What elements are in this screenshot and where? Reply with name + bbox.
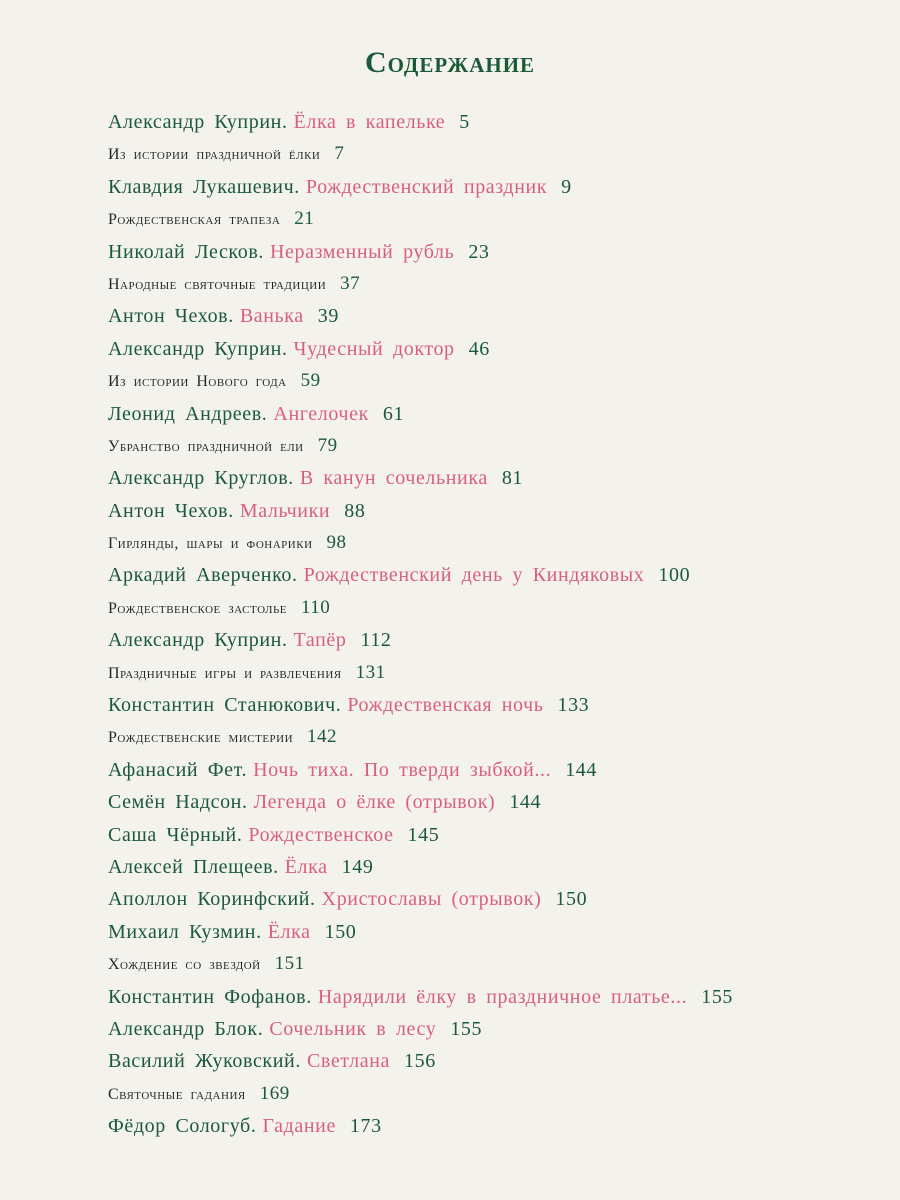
toc-entry-work — [108, 916, 868, 948]
entry-page-number: 46 — [468, 337, 490, 360]
entry-title: Ёлка в капельке — [293, 111, 446, 133]
toc-entry-work — [108, 236, 868, 268]
toc-entry-work — [108, 495, 868, 527]
entry-author: Саша Чёрный. — [108, 823, 243, 846]
entry-page-number: 79 — [317, 434, 338, 456]
entry-title: Сочельник в лесу — [269, 1017, 437, 1040]
entry-page-number: 142 — [307, 726, 338, 748]
entry-title: Рождественская трапеза — [108, 211, 281, 229]
entry-page-number: 112 — [360, 629, 392, 652]
toc-entry-work — [108, 819, 868, 851]
entry-title: Гирлянды, шары и фонарики — [108, 535, 313, 553]
entry-author: Антон Чехов. — [108, 305, 234, 328]
toc-entry-essay — [108, 527, 868, 559]
entry-author: Константин Станюкович. — [108, 694, 342, 717]
entry-author: Михаил Кузмин. — [108, 920, 262, 943]
entry-title: Ангелочек — [273, 402, 369, 425]
entry-author: Клавдия Лукашевич. — [108, 175, 300, 198]
toc-entry-work — [108, 786, 868, 818]
table-of-contents — [108, 106, 868, 1143]
toc-entry-work — [108, 754, 868, 786]
toc-entry-essay — [108, 268, 868, 300]
entry-page-number: 39 — [317, 305, 339, 328]
entry-page-number: 144 — [509, 791, 542, 814]
entry-author: Николай Лесков. — [108, 240, 264, 263]
entry-author: Алексей Плещеев. — [108, 855, 279, 878]
page-title: Содержание — [364, 46, 536, 79]
toc-entry-essay — [108, 430, 868, 462]
entry-title: Рождественское застолье — [108, 599, 287, 617]
entry-author: Константин Фофанов. — [108, 985, 312, 1008]
entry-title: Рождественское — [248, 823, 394, 846]
entry-author: Аркадий Аверченко. — [108, 564, 298, 587]
entry-title: Чудесный доктор — [293, 337, 455, 360]
entry-page-number: 173 — [349, 1115, 382, 1138]
entry-title: Светлана — [306, 1050, 390, 1073]
entry-page-number: 5 — [459, 111, 470, 133]
toc-entry-work — [108, 171, 868, 203]
entry-author: Антон Чехов. — [108, 499, 234, 522]
toc-entry-work — [108, 981, 868, 1013]
toc-entry-work — [108, 1110, 868, 1142]
entry-page-number: 145 — [407, 823, 440, 846]
entry-page-number: 149 — [341, 855, 374, 878]
toc-entry-work — [108, 1013, 868, 1045]
entry-author: Семён Надсон. — [108, 791, 248, 814]
entry-author: Леонид Андреев. — [108, 402, 268, 425]
entry-author: Александр Куприн. — [108, 111, 288, 133]
toc-entry-essay — [108, 721, 868, 753]
entry-title: Христославы (отрывок) — [321, 888, 542, 911]
entry-author: Афанасий Фет. — [108, 758, 248, 781]
entry-title: Хождение со звездой — [108, 956, 261, 974]
entry-page-number: 151 — [274, 953, 305, 975]
toc-entry-essay — [108, 1078, 868, 1110]
entry-title: Народные святочные традиции — [108, 275, 327, 293]
entry-page-number: 59 — [300, 370, 321, 392]
entry-title: Рождественская ночь — [347, 694, 544, 717]
entry-title: Рождественский день у Киндяковых — [303, 564, 645, 587]
toc-entry-essay — [108, 138, 868, 170]
entry-page-number: 150 — [324, 920, 357, 943]
toc-entry-work — [108, 106, 868, 138]
entry-author: Александр Круглов. — [108, 467, 294, 490]
entry-title: Ёлка — [267, 920, 311, 943]
entry-title: Святочные гадания — [108, 1085, 246, 1103]
entry-page-number: 61 — [382, 402, 405, 425]
entry-title: Неразменный рубль — [269, 240, 455, 263]
entry-page-number: 133 — [557, 694, 590, 717]
entry-page-number: 144 — [565, 758, 598, 781]
entry-page-number: 7 — [334, 143, 345, 165]
toc-entry-work — [108, 300, 868, 332]
entry-title: Нарядили ёлку в праздничное платье... — [317, 985, 688, 1008]
entry-page-number: 156 — [404, 1050, 436, 1073]
entry-title: Ванька — [239, 305, 304, 328]
entry-title: Праздничные игры и развлечения — [108, 664, 342, 682]
toc-entry-work — [108, 851, 868, 883]
toc-entry-work — [108, 883, 868, 915]
toc-entry-essay — [108, 365, 868, 397]
entry-page-number: 155 — [450, 1017, 483, 1040]
entry-page-number: 169 — [259, 1082, 290, 1104]
entry-page-number: 98 — [326, 532, 347, 554]
entry-page-number: 88 — [344, 499, 366, 522]
entry-author: Василий Жуковский. — [108, 1050, 301, 1073]
toc-entry-work — [108, 1045, 868, 1077]
entry-author: Александр Куприн. — [108, 337, 288, 360]
entry-title: Ёлка — [284, 855, 328, 878]
toc-entry-work — [108, 559, 868, 591]
toc-entry-work — [108, 398, 868, 430]
toc-entry-work — [108, 689, 868, 721]
entry-author: Александр Куприн. — [108, 629, 288, 652]
entry-page-number: 155 — [701, 985, 734, 1008]
entry-title: Легенда о ёлке (отрывок) — [253, 791, 496, 814]
toc-entry-essay — [108, 203, 868, 235]
entry-author: Аполлон Коринфский. — [108, 888, 316, 911]
entry-page-number: 37 — [340, 272, 361, 294]
entry-page-number: 81 — [501, 467, 524, 490]
entry-page-number: 23 — [468, 240, 490, 263]
toc-entry-essay — [108, 948, 868, 980]
entry-title: В канун сочельника — [299, 467, 488, 490]
entry-title: Из истории праздничной ёлки — [108, 146, 321, 164]
entry-title: Рождественские мистерии — [108, 729, 294, 747]
entry-page-number: 9 — [561, 175, 572, 198]
entry-author: Александр Блок. — [108, 1017, 264, 1040]
toc-entry-essay — [108, 592, 868, 624]
entry-title: Ночь тиха. По тверди зыбкой... — [253, 758, 552, 781]
entry-title: Из истории Нового года — [108, 373, 287, 391]
entry-title: Рождественский праздник — [305, 175, 548, 198]
entry-title: Тапёр — [293, 629, 347, 652]
toc-entry-work — [108, 333, 868, 365]
entry-author: Фёдор Сологуб. — [108, 1115, 257, 1138]
entry-page-number: 100 — [658, 564, 691, 587]
entry-title: Мальчики — [239, 499, 331, 522]
toc-entry-essay — [108, 657, 868, 689]
toc-entry-work — [108, 462, 868, 494]
entry-title: Убранство праздничной ели — [108, 437, 304, 455]
entry-page-number: 131 — [355, 661, 386, 683]
entry-page-number: 150 — [555, 888, 588, 911]
entry-page-number: 110 — [300, 596, 331, 618]
toc-entry-work — [108, 624, 868, 656]
entry-title: Гадание — [262, 1115, 336, 1138]
entry-page-number: 21 — [294, 208, 315, 230]
